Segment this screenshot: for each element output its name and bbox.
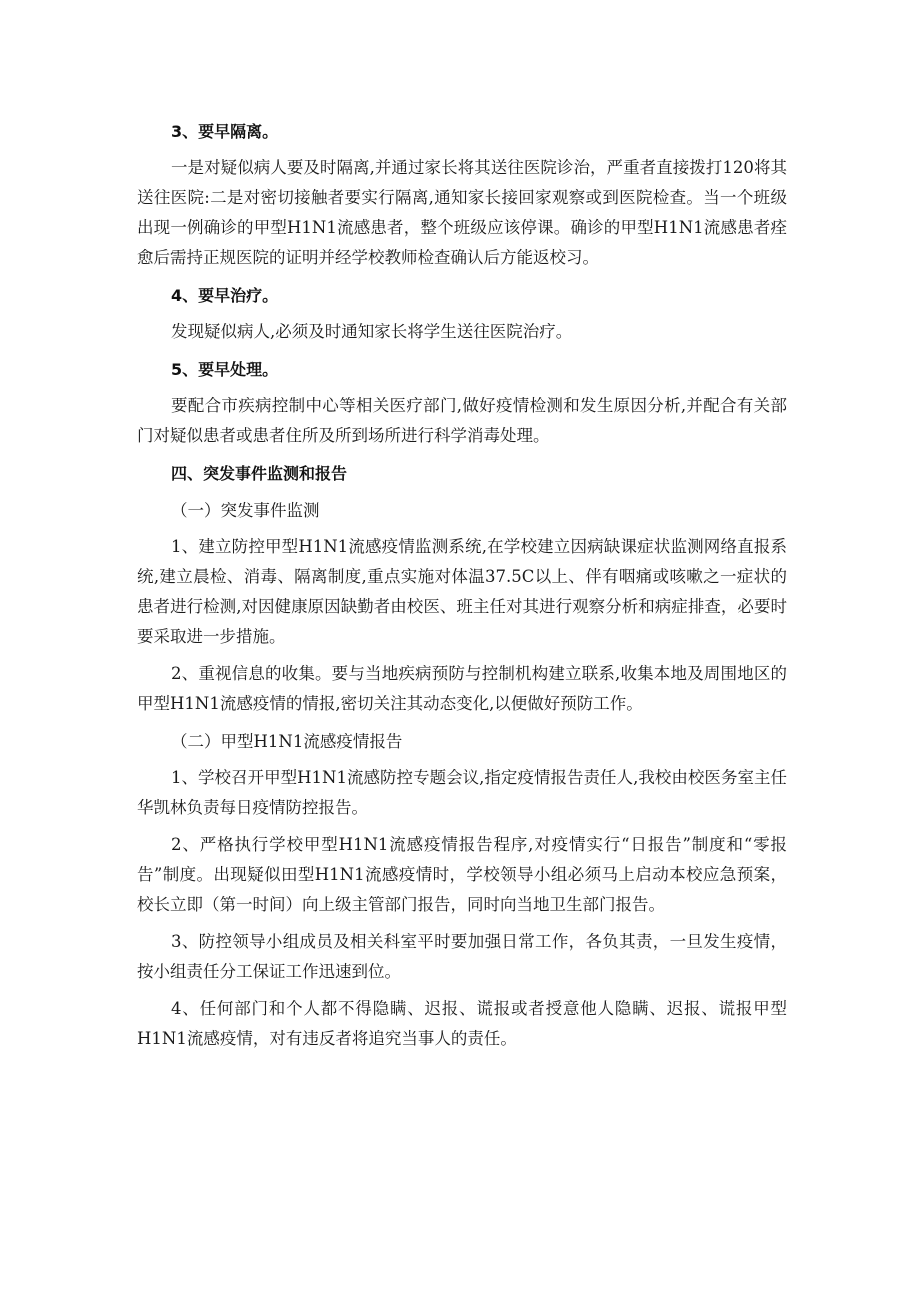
subsection-2-paragraph-1: 1、学校召开甲型H1N1流感防控专题会议,指定疫情报告责任人,我校由校医务室主任华凯林负责每日疫情防控报告。 [137, 768, 787, 817]
subsection-2-title: （二）甲型H1N1流感疫情报告 [171, 732, 403, 751]
subsection-1-paragraph-1: 1、建立防控甲型H1N1流感疫情监测系统,在学校建立因病缺课症状监测网络直报系统,建立晨检、消毒、隔离制度,重点实施对体温37.5C以上、伴有咽痛或咳嗽之一症状的患者进行检测,对因健康原因缺勤者由校医、班主任对其进行观察分析和病症排查，必要时要采取进一步措施。 [137, 537, 787, 646]
subsection-2-paragraph-2: 2、严格执行学校甲型H1N1流感疫情报告程序,对疫情实行“日报告”制度和“零报告”制度。出现疑似田型H1N1流感疫情时，学校领导小组必须马上启动本校应急预案，校长立即（第一时间）向上级主管部门报告，同时向当地卫生部门报告。 [137, 835, 787, 914]
part-4-title: 四、突发事件监测和报告 [171, 464, 348, 483]
section-4-body: 发现疑似病人,必须及时通知家长将学生送往医院治疗。 [171, 322, 573, 341]
subsection-2-paragraph-4: 4、任何部门和个人都不得隐瞒、迟报、谎报或者授意他人隐瞒、迟报、谎报甲型H1N1流感疫情，对有违反者将追究当事人的责任。 [137, 999, 787, 1048]
section-5-body: 要配合市疾病控制中心等相关医疗部门,做好疫情检测和发生原因分析,并配合有关部门对疑似患者或患者住所及所到场所进行科学消毒处理。 [137, 396, 787, 445]
section-4-title: 4、要早治疗。 [171, 286, 279, 305]
section-3-title: 3、要早隔离。 [171, 122, 279, 141]
section-3-body: 一是对疑似病人要及时隔离,并通过家长将其送往医院诊治，严重者直接拨打120将其送往医院:二是对密切接触者要实行隔离,通知家长接回家观察或到医院检查。当一个班级出现一例确诊的甲型H1N1流感患者，整个班级应该停课。确诊的甲型H1N1流感患者痊愈后需持正规医院的证明并经学校教师检查确认后方能返校习。 [137, 158, 787, 267]
section-5-title: 5、要早处理。 [171, 360, 279, 379]
document-page [137, 116, 787, 1054]
subsection-2-paragraph-3: 3、防控领导小组成员及相关科室平时要加强日常工作，各负其责，一旦发生疫情，按小组责任分工保证工作迅速到位。 [137, 932, 787, 981]
subsection-1-title: （一）突发事件监测 [171, 501, 320, 520]
subsection-1-paragraph-2: 2、重视信息的收集。要与当地疾病预防与控制机构建立联系,收集本地及周围地区的甲型H1N1流感疫情的情报,密切关注其动态变化,以便做好预防工作。 [137, 664, 787, 713]
